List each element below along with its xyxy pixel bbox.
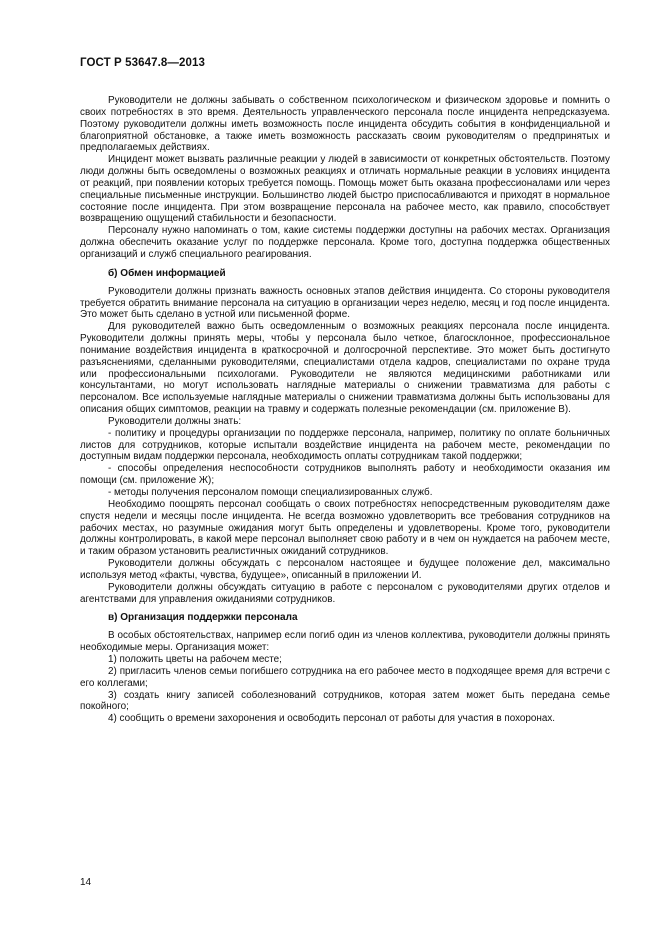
intro-paragraph: Персоналу нужно напоминать о том, какие системы поддержки доступны на рабочих местах. Организация должна обеспечить оказание услуг по поддержке персонала. Кроме того, доступна поддержка общественных организаций и служб специального реагирования. xyxy=(80,225,610,260)
page-number: 14 xyxy=(80,877,92,888)
section-b-list-item: - методы получения персоналом помощи специализированных служб. xyxy=(108,487,433,498)
section-b-paragraph: Руководители должны обсуждать с персоналом настоящее и будущее положение дел, максимально используя метод «факты, чувства, будущее», описанный в приложении И. xyxy=(80,558,610,581)
section-b-paragraph: Руководители должны обсуждать ситуацию в работе с персоналом с руководителями других отделов и агентствами для управления ожиданиями сотрудников. xyxy=(80,581,610,605)
section-b-heading: б) Обмен информацией xyxy=(108,267,226,279)
section-c-heading: в) Организация поддержки персонала xyxy=(108,612,298,624)
section-b-paragraph: Для руководителей важно быть осведомленным о возможных реакциях персонала после инцидента. Руководители должны принять меры, чтобы у персонала было четкое, благосклонное, профессиональное понимание воздействия инцидента в краткосрочной и долгосрочной перспективе. Это может быть достигнуто разъяснениями, сделанными руководителями, специалистами отдела кадров, специалистами по охране труда или профессиональными психологами. Руководители не являются медицинскими работниками или консультантами, но могут использовать наглядные материалы о снижении травматизма для работы с персоналом. Все используемые наглядные материалы о снижении травматизма должны быть использованы для описания общих симптомов, реакции на травму и содержать полезные рекомендации (см. приложение В). xyxy=(80,321,610,416)
section-b-paragraph: Руководители должны знать: xyxy=(108,415,242,427)
document-body xyxy=(80,95,610,725)
intro-paragraph: Руководители не должны забывать о собственном психологическом и физическом здоровье и помнить о своих потребностях в это время. Деятельность управленческого персонала после инцидента непредсказуема. Поэтому руководители должны иметь возможность после инцидента обсудить события в конфиденциальной и благоприятной обстановке, а также иметь возможность рассказать своим руководителям о предпринятых и предполагаемых действиях. xyxy=(80,95,610,154)
section-c-list-item: 3) создать книгу записей соболезнований сотрудников, которая затем может быть передана семье покойного; xyxy=(80,689,610,713)
section-b-list-item: - политику и процедуры организации по поддержке персонала, например, политику по оплате больничных листов для сотрудников, которые испытали воздействие инцидента на рабочем месте, рекомендации по доступным видам поддержки персонала, необходимость оплаты сотрудникам такой поддержки; xyxy=(80,427,610,463)
section-c-list-item: 4) сообщить о времени захоронения и освободить персонал от работы для участия в похоронах. xyxy=(108,713,556,725)
section-c-paragraph: В особых обстоятельствах, например если погиб один из членов коллектива, руководители должны принять необходимые меры. Организация может: xyxy=(80,630,610,654)
intro-paragraph: Инцидент может вызвать различные реакции у людей в зависимости от конкретных обстоятельств. Поэтому люди должны быть осведомлены о возможных реакциях и отличать нормальные реакции в условиях инцидента от реакций, при появлении которых требуется помощь. Помощь может быть оказана профессионалами или через специальные письменные инструкции. Большинство людей быстро приспосабливаются и приходят в нормальное состояние после инцидента. При этом возвращение персонала на рабочее место, как правило, способствует возвращению ощущений стабильности и безопасности. xyxy=(80,154,610,225)
section-b-paragraph: Необходимо поощрять персонал сообщать о своих потребностях непосредственным руководителям даже спустя недели и месяцы после инцидента. Не всегда возможно удовлетворить все требования сотрудников на рабочих местах, но разумные ожидания могут быть определены и удовлетворены. Кроме того, руководители должны контролировать, в какой мере персонал выполняет свою работу и в чем он нуждается на рабочем месте, и таким образом установить реалистичных ожиданий сотрудников. xyxy=(80,498,610,558)
section-b-list-item: - способы определения неспособности сотрудников выполнять работу и необходимости оказания им помощи (см. приложение Ж); xyxy=(80,463,610,487)
section-c-list-item: 2) пригласить членов семьи погибшего сотрудника на его рабочее место в подходящее время для встречи с его коллегами; xyxy=(80,665,610,689)
section-c-list-item: 1) положить цветы на рабочем месте; xyxy=(108,653,282,665)
section-b-paragraph: Руководители должны признать важность основных этапов действия инцидента. Со стороны руководителя требуется обратить внимание персонала на ситуацию в организации через неделю, месяц и год после инцидента. Это может быть сделано в устной или письменной форме. xyxy=(80,285,610,321)
document-code-header: ГОСТ Р 53647.8—2013 xyxy=(80,57,205,69)
